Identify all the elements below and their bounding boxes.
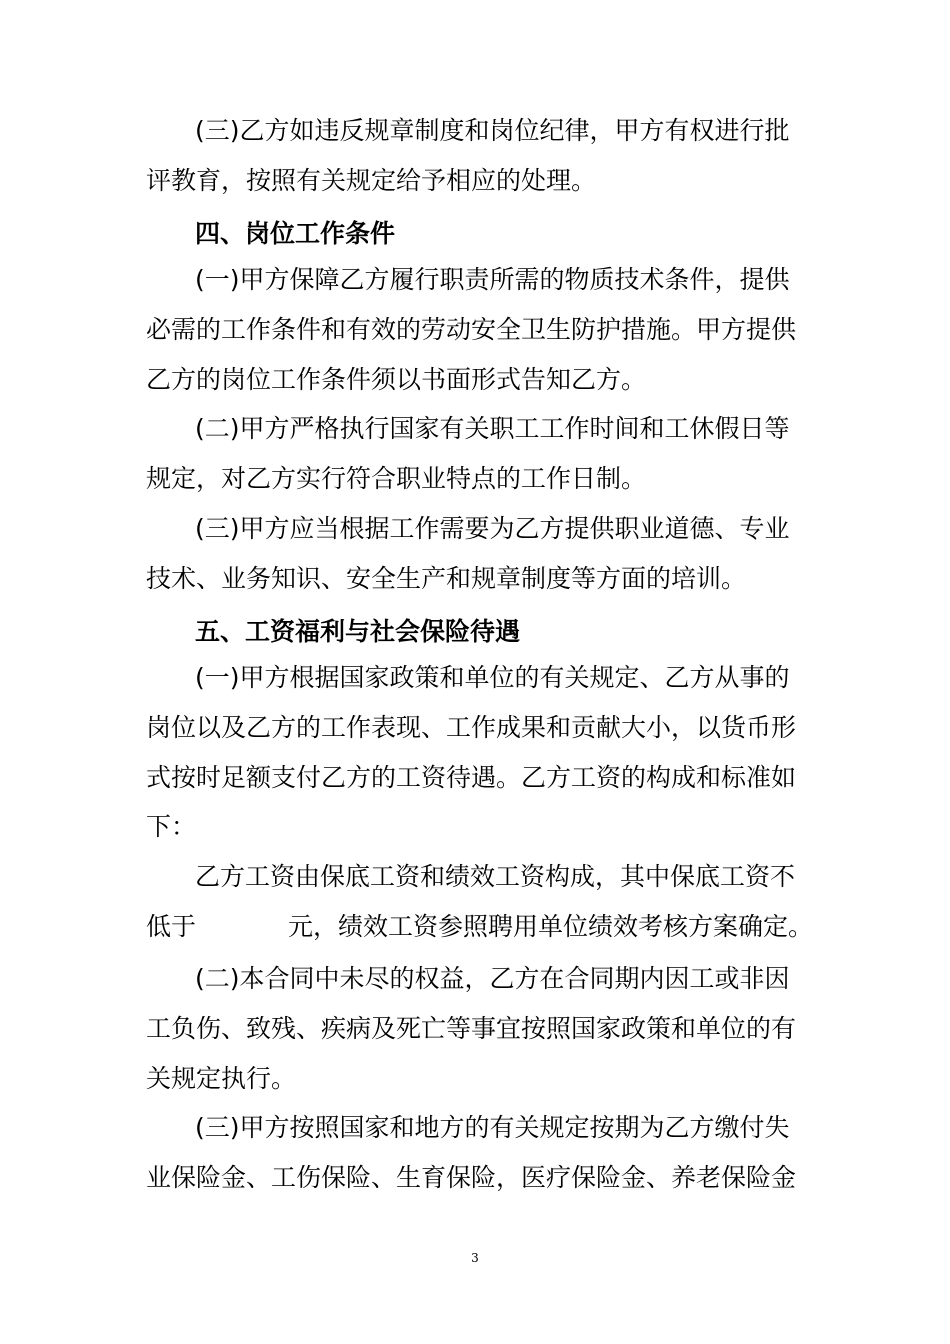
paragraph-line: 评教育，按照有关规定给予相应的处理。 (146, 166, 597, 195)
paragraph-line: 业保险金、工伤保险、生育保险，医疗保险金、养老保险金 (146, 1163, 797, 1192)
paragraph-line: 规定，对乙方实行符合职业特点的工作日制。 (146, 464, 647, 493)
paragraph-line: (三)甲方应当根据工作需要为乙方提供职业道德、专业 (195, 514, 790, 543)
section-heading: 五、工资福利与社会保险待遇 (195, 617, 521, 646)
paragraph-line: (三)甲方按照国家和地方的有关规定按期为乙方缴付失 (195, 1113, 790, 1142)
page-number: 3 (471, 1251, 479, 1265)
paragraph-line: 下： (146, 812, 197, 841)
section-heading: 四、岗位工作条件 (195, 219, 396, 248)
paragraph-line: 必需的工作条件和有效的劳动安全卫生防护措施。甲方提供 (146, 315, 797, 344)
paragraph-line: 乙方的岗位工作条件须以书面形式告知乙方。 (146, 365, 647, 394)
wage-suffix: 元，绩效工资参照聘用单位绩效考核方案确定。 (288, 912, 814, 941)
paragraph-line: 乙方工资由保底工资和绩效工资构成，其中保底工资不 (195, 862, 796, 891)
paragraph-line: (一)甲方根据国家政策和单位的有关规定、乙方从事的 (195, 663, 790, 692)
paragraph-line: 岗位以及乙方的工作表现、工作成果和贡献大小，以货币形 (146, 713, 797, 742)
paragraph-line: 关规定执行。 (146, 1064, 297, 1093)
wage-prefix: 低于 (146, 912, 197, 941)
paragraph-line: (二)本合同中未尽的权益，乙方在合同期内因工或非因 (195, 964, 790, 993)
paragraph-line: 技术、业务知识、安全生产和规章制度等方面的培训。 (146, 564, 747, 593)
paragraph-line: (一)甲方保障乙方履行职责所需的物质技术条件，提供 (195, 265, 790, 294)
paragraph-line (146, 911, 813, 943)
paragraph-line: (二)甲方严格执行国家有关职工工作时间和工休假日等 (195, 414, 790, 443)
paragraph-line: 式按时足额支付乙方的工资待遇。乙方工资的构成和标准如 (146, 763, 797, 792)
paragraph-line: (三)乙方如违反规章制度和岗位纪律，甲方有权进行批 (195, 116, 790, 145)
paragraph-line: 工负伤、致残、疾病及死亡等事宜按照国家政策和单位的有 (146, 1014, 797, 1043)
